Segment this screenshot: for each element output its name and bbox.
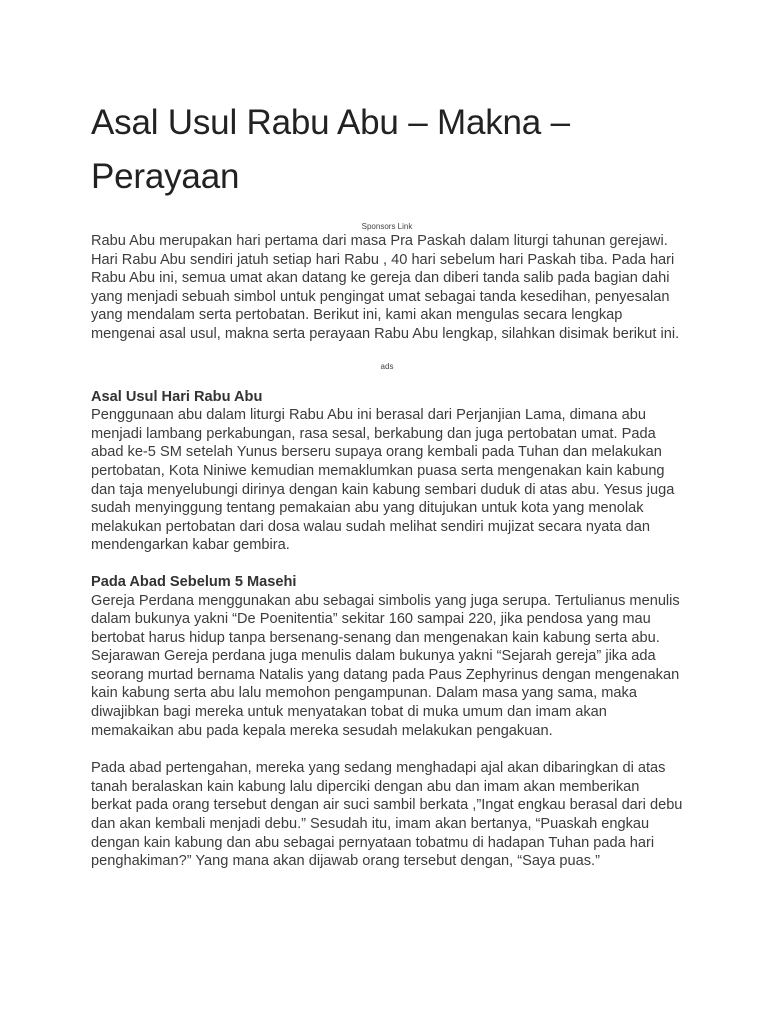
article-title: Asal Usul Rabu Abu – Makna – Perayaan xyxy=(91,103,570,196)
ads-label: ads xyxy=(380,361,394,371)
section-body-abad-sebelum: Gereja Perdana menggunakan abu sebagai simbolis yang juga serupa. Tertulianus menulis dalam bukunya yakni “De Poenitentia” sekitar 160 sampai 220, jika pendosa yang mau bertobat harus hidup tanpa bersenang-senang dan mengenakan kain kabung serta abu. Sejarawan Gereja perdana juga menulis dalam bukunya yakni “Sejarah gereja” jika ada seorang murtad bernama Natalis yang datang pada Paus Zephyrinus dengan mengenakan kain kabung serta abu lalu memohon pengampunan. Dalam masa yang sama, maka diwajibkan bagi mereka untuk menyatakan tobat di muka umum dan imam akan memakaikan abu pada kepala mereka sesudah melakukan pengakuan. xyxy=(91,592,680,739)
section-heading-abad-sebelum: Pada Abad Sebelum 5 Masehi xyxy=(91,573,297,590)
sponsors-link-label[interactable]: Sponsors Link xyxy=(361,222,413,231)
intro-paragraph: Rabu Abu merupakan hari pertama dari masa Pra Paskah dalam liturgi tahunan gerejawi. Hari Rabu Abu sendiri jatuh setiap hari Rabu , 40 hari sebelum hari Paskah tiba. Pada hari Rabu Abu ini, semua umat akan datang ke gereja dan diberi tanda salib pada bagian dahi yang menjadi sebuah simbol untuk pengingat umat sebagai tanda kesedihan, penyesalan yang mendalam serta pertobatan. Berikut ini, kami akan mengulas secara lengkap mengenai asal usul, makna serta perayaan Rabu Abu lengkap, silahkan disimak berikut ini. xyxy=(91,233,680,342)
section-body-asal-usul: Penggunaan abu dalam liturgi Rabu Abu ini berasal dari Perjanjian Lama, dimana abu menjadi lambang perkabungan, rasa sesal, berkabung dan juga pertobatan umat. Pada abad ke-5 SM setelah Yunus berseru supaya orang kembali pada Tuhan dan melakukan pertobatan, Kota Niniwe kemudian memaklumkan puasa serta mengenakan kain kabung dan taja menyelubungi dirinya dengan kain kabung sembari duduk di atas abu. Yesus juga sudah menyinggung tentang pemakaian abu yang ditujukan untuk kota yang menolak melakukan pertobatan dari dosa walau sudah melihat sendiri mujizat secara nyata dan mendengarkan kabar gembira. xyxy=(91,407,675,554)
section-body-abad-pertengahan: Pada abad pertengahan, mereka yang sedang menghadapi ajal akan dibaringkan di atas tanah beralaskan kain kabung lalu diperciki dengan abu dan imam akan memberikan berkat pada orang tersebut dengan air suci sambil berkata ,”Ingat engkau berasal dari debu dan akan kembali menjadi debu.” Sesudah itu, imam akan bertanya, “Puaskah engkau dengan kain kabung dan abu sebagai pernyataan tobatmu di hadapan Tuhan pada hari penghakiman?” Yang mana akan dijawab orang tersebut dengan, “Saya puas.” xyxy=(91,760,683,870)
article xyxy=(91,96,683,871)
section-heading-asal-usul: Asal Usul Hari Rabu Abu xyxy=(91,388,263,405)
